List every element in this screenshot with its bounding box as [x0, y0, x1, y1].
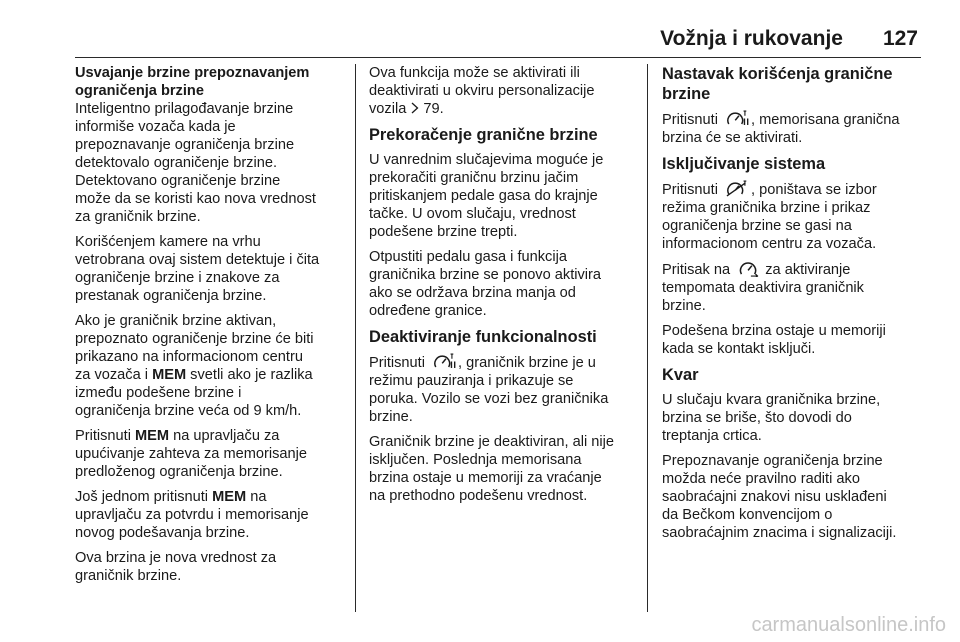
subsection-heading: Usvajanje brzine prepoznavanjem ograničenja brzine — [75, 65, 310, 99]
page-reference-arrow-icon — [410, 102, 419, 114]
speed-limiter-off-icon — [726, 180, 750, 197]
mem-label: MEM — [135, 428, 170, 444]
paragraph: Pritisnuti , memorisana granična brzina će se aktivirati. — [662, 112, 900, 146]
page-header — [0, 27, 918, 51]
speed-limiter-pause-icon — [433, 353, 457, 370]
paragraph: Korišćenjem kamere na vrhu vetrobrana ovaj sistem detektuje i čita ograničenje brzine i znakove za prestanak ograničenja brzine. — [75, 234, 320, 304]
mem-label: MEM — [152, 367, 187, 383]
paragraph: Pritisnuti MEM na upravljaču za upućivanje zahteva za memorisanje predloženog ograničenja brzine. — [75, 428, 308, 480]
paragraph: Graničnik brzine je deaktiviran, ali nije isključen. Poslednja memorisana brzina ostaje u memoriji za vraćanje na prethodno podešenu vrednost. — [369, 434, 614, 504]
section-heading-deactivation: Deaktiviranje funkcionalnosti — [369, 328, 597, 346]
page-reference-link[interactable]: 79. — [423, 101, 444, 117]
paragraph: Još jednom pritisnuti MEM na upravljaču za potvrdu i memorisanje novog podešavanja brzine. — [75, 489, 309, 541]
column-divider-2 — [647, 64, 648, 612]
paragraph: Ova funkcija može se aktivirati ili deaktivirati u okviru personalizacije vozila 79. — [369, 65, 595, 117]
section-heading-overspeed: Prekoračenje granične brzine — [369, 126, 598, 144]
header-divider — [75, 57, 921, 58]
column-1 — [75, 64, 351, 592]
paragraph: Ova brzina je nova vrednost za graničnik brzine. — [75, 550, 277, 584]
section-heading-resume: Nastavak korišćenja granične brzine — [662, 65, 893, 103]
cruise-control-icon — [738, 260, 760, 277]
mem-label: MEM — [212, 489, 247, 505]
paragraph: Otpustiti pedalu gasa i funkcija graničnika brzine se ponovo aktivira ako se održava brzina manja od određene granice. — [369, 249, 602, 319]
paragraph: Pritisak na za aktiviranje tempomata deaktivira graničnik brzine. — [662, 262, 864, 314]
section-title: Vožnja i rukovanje — [660, 27, 843, 50]
paragraph: Prepoznavanje ograničenja brzine možda neće pravilno raditi ako saobraćajni znakovi nisu usklađeni da Bečkom konvencijom o saobraćajnim znacima i signalizaciji. — [662, 453, 897, 541]
paragraph: U vanrednim slučajevima moguće je prekoračiti graničnu brzinu jačim pritiskanjem pedale gasa do krajnje tačke. U ovom slučaju, vrednost podešene brzine trepti. — [369, 152, 604, 240]
paragraph: Ako je graničnik brzine aktivan, prepoznato ograničenje brzine će biti prikazano na informacionom centru za vozača i MEM svetli ako je razlika između podešene brzine i ograničenja brzine veća od 9 km/h. — [75, 313, 314, 419]
column-3 — [662, 64, 920, 549]
section-heading-fault: Kvar — [662, 366, 699, 384]
speed-limiter-pause-icon — [726, 110, 750, 127]
paragraph: Inteligentno prilagođavanje brzine informiše vozača kada je prepoznavanje ograničenja brzine detektovalo ograničenje brzine. Detektovano ograničenje brzine može da se koristi kao nova vrednost za graničnik brzine. — [75, 101, 316, 225]
paragraph: Pritisnuti , graničnik brzine je u režimu pauziranja i prikazuje se poruka. Vozilo se vozi bez graničnika brzine. — [369, 355, 609, 425]
paragraph: U slučaju kvara graničnika brzine, brzina se briše, što dovodi do treptanja crtica. — [662, 392, 881, 444]
watermark: carmanualsonline.info — [751, 614, 946, 636]
column-2 — [369, 64, 641, 512]
page-number: 127 — [882, 27, 918, 50]
section-heading-system-off: Isključivanje sistema — [662, 155, 826, 173]
paragraph: Pritisnuti , poništava se izbor režima graničnika brzine i prikaz ograničenja brzine se gasi na informacionom centru za vozača. — [662, 182, 877, 252]
paragraph: Podešena brzina ostaje u memoriji kada se kontakt isključi. — [662, 323, 886, 357]
column-divider-1 — [355, 64, 356, 612]
